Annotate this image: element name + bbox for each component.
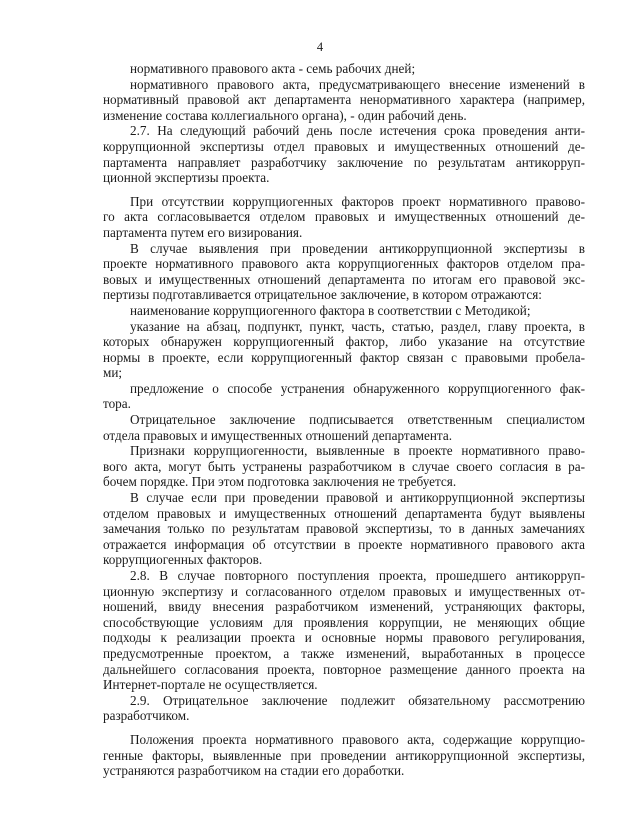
paragraph-p4 — [103, 194, 585, 241]
text-line: ционной экспертизы проекта. — [103, 170, 270, 186]
text-line: Отрицательное заключение подписывается ответственным специалистом — [130, 412, 585, 428]
text-line: нормативный правовой акт департамента ненормативного характера (например, — [103, 92, 585, 108]
page-number: 4 — [316, 40, 324, 54]
text-line: подходы к реализации проекта и основные нормы правового регулирования, — [103, 630, 585, 646]
text-line: ми; — [103, 365, 123, 381]
text-line: ношений, ввиду внесения разработчиком изменений, устраняющих факторы, — [103, 599, 585, 615]
text-line: отдела правовых и имущественных отношений департамента. — [103, 427, 452, 443]
text-line: вовых и имущественных отношений департамента по итогам его правовой экс- — [103, 271, 585, 287]
text-line: В случае если при проведении правовой и антикоррупционной экспертизы — [130, 490, 585, 506]
paragraph-p11 — [103, 490, 585, 568]
text-line: проекте нормативного правового акта коррупциогенных факторов отделом пра- — [103, 256, 585, 272]
text-line: предложение о способе устранения обнаруженного коррупциогенного фак- — [130, 380, 585, 396]
text-line: партамента путем его визирования. — [103, 224, 303, 240]
paragraph-p3 — [103, 123, 585, 185]
paragraph-p6 — [103, 303, 585, 319]
text-line: коррупциогенных факторов. — [103, 552, 263, 568]
text-line: Интернет-портале не осуществляется. — [103, 677, 318, 693]
text-line: нормы в проекте, если коррупциогенный фактор связан с правовыми пробела- — [103, 349, 585, 365]
paragraph-p14 — [103, 732, 585, 779]
paragraph-p1 — [103, 61, 585, 77]
paragraph-p2 — [103, 77, 585, 124]
text-line: ционную экспертизу и согласованного отделом правовых и имущественных от- — [103, 583, 585, 599]
paragraph-p10 — [103, 443, 585, 490]
text-line: изменение состава коллегиального органа), - один рабочий день. — [103, 107, 467, 123]
text-line: 2.9. Отрицательное заключение подлежит обязательному рассмотрению — [130, 692, 585, 708]
text-line: способствующие условиям для проявления коррупции, не меняющих общие — [103, 614, 585, 630]
paragraph-p8 — [103, 381, 585, 412]
text-line: При отсутствии коррупциогенных факторов проект нормативного правово- — [130, 193, 585, 209]
text-line: пертизы подготавливается отрицательное заключение, в котором отражаются: — [103, 287, 542, 303]
text-line: вого акта, могут быть устранены разработчиком в случае своего согласия в ра- — [103, 458, 585, 474]
text-line: Положения проекта нормативного правового акта, содержащие коррупцио- — [130, 731, 585, 747]
text-line: 2.7. На следующий рабочий день после истечения срока проведения анти- — [130, 123, 585, 139]
text-line: разработчиком. — [103, 708, 190, 724]
text-line: генные факторы, выявленные при проведении антикоррупционной экспертизы, — [103, 747, 585, 763]
paragraph-p7 — [103, 319, 585, 381]
paragraph-p12 — [103, 568, 585, 693]
text-line: Признаки коррупциогенности, выявленные в проекте нормативного право- — [130, 443, 585, 459]
text-line: замечания только по результатам правовой экспертизы, то в данных замечаниях — [103, 521, 585, 537]
text-line: отражается информация об отсутствии в проекте нормативного правового акта — [103, 536, 585, 552]
text-line: отделом правовых и имущественных отношений департамента будут выявлены — [103, 505, 585, 521]
text-line: партамента направляет разработчику заключение по результатам антикорруп- — [103, 154, 585, 170]
paragraph-p9 — [103, 412, 585, 443]
text-line: наименование коррупциогенного фактора в соответствии с Методикой; — [130, 302, 531, 318]
text-line: го акта согласовывается отделом правовых и имущественных отношений де- — [103, 209, 585, 225]
text-line: 2.8. В случае повторного поступления проекта, прошедшего антикорруп- — [130, 568, 585, 583]
text-line: дальнейшего согласования проекта, повторное размещение данного проекта на — [103, 661, 585, 677]
text-line: В случае выявления при проведении антикоррупционной экспертизы в — [130, 240, 585, 256]
document-body — [103, 61, 585, 779]
text-line: предусмотренные проектом, а также изменений, выработанных в процессе — [103, 645, 585, 661]
text-line: указание на абзац, подпункт, пункт, часть, статью, раздел, главу проекта, в — [130, 318, 585, 334]
text-line: тора. — [103, 396, 131, 412]
text-line: устраняются разработчиком на стадии его доработки. — [103, 763, 405, 779]
text-line: нормативного правового акта - семь рабочих дней; — [130, 61, 416, 76]
text-line: коррупционной экспертизы отдел правовых и имущественных отношений де- — [103, 138, 585, 154]
text-line: которых обнаружен коррупциогенный фактор, либо указание на отсутствие — [103, 334, 585, 350]
text-line: бочем порядке. При этом подготовка заключения не требуется. — [103, 474, 457, 490]
text-line: нормативного правового акта, предусматривающего внесение изменений в — [130, 76, 585, 92]
paragraph-p5 — [103, 241, 585, 303]
paragraph-p13 — [103, 693, 585, 724]
